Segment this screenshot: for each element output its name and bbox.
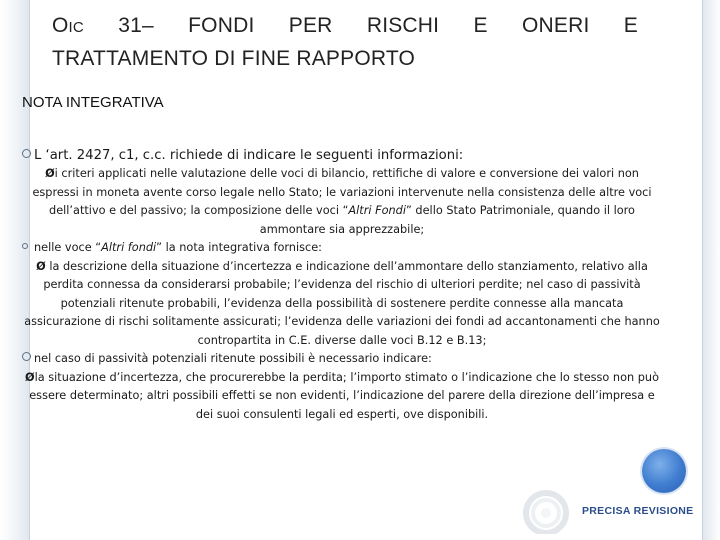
title-word: RISCHI [366, 14, 440, 37]
slide-title-line1 [52, 10, 638, 43]
item-passivita-possibili: nel caso di passività potenziali ritenute possibili è necessario indicare: [22, 350, 662, 369]
intro-paragraph: L ‘art. 2427, c1, c.c. richiede di indicare le seguenti informazioni: [22, 147, 662, 165]
slide-title-line2: TRATTAMENTO DI FINE RAPPORTO [52, 47, 416, 70]
title-word: FONDI [188, 14, 255, 37]
item-situazione-incertezza: Øla situazione d’incertezza, che procurerebbe la perdita; l’importo stimato o l’indicazione che lo stesso non può essere determinato; altri possibili effetti se non evidenti, l’indicazione del parere della direzione dell’impresa e dei suoi consulenti legali ed esperti, ove disponibili. [25, 370, 659, 421]
title-word: 31– [118, 14, 154, 37]
arrow-bullet-icon: Ø [45, 167, 55, 180]
title-word: E [623, 14, 638, 37]
arrow-bullet-icon: Ø [36, 259, 46, 273]
title-word: PER [288, 14, 333, 37]
section-heading: NOTA INTEGRATIVA [22, 94, 164, 111]
arrow-bullet-icon: Ø [25, 370, 35, 384]
title-oic: OIC [52, 14, 84, 37]
circle-bullet-icon [22, 352, 31, 361]
title-word: E [473, 14, 488, 37]
title-word: ONERI [521, 14, 590, 37]
small-circle-bullet-icon [22, 243, 28, 249]
slide-title [52, 10, 638, 74]
item-altri-fondi: nelle voce “Altri fondi” la nota integrativa fornisce: [22, 239, 662, 258]
right-divider-line [702, 0, 703, 540]
circle-bullet-icon [22, 149, 31, 158]
item-criteri: Øi criteri applicati nelle valutazione delle voci di bilancio, rettifiche di valore e conversione dei valori non espressi in moneta avente corso legale nello Stato; le variazioni intervenute nella consistenza delle altre voci dell’attivo e del passivo; la composizione delle voci “Altri Fondi” dello Stato Patrimoniale, quando il loro ammontare sia apprezzabile; [32, 167, 652, 236]
slide-body [22, 147, 662, 424]
item-descrizione-incertezza: Ø la descrizione della situazione d’incertezza e indicazione dell’ammontare dello stanziamento, relativo alla perdita connessa da considerarsi probabile; l’evidenza del rischio di ulteriori perdite; nel caso di passività potenziali ritenute probabili, l’evidenza della possibilità di sostenere perdite connesse alla mancata assicurazione di rischi solitamente assicurati; l’evidenza delle variazioni dei fondi ad accantonamenti che hanno contropartita in C.E. diverse dalle voci B.12 e B.13; [24, 259, 660, 347]
right-decorative-bar [702, 0, 720, 540]
logo-text: PRECISA REVISIONE [582, 505, 694, 517]
